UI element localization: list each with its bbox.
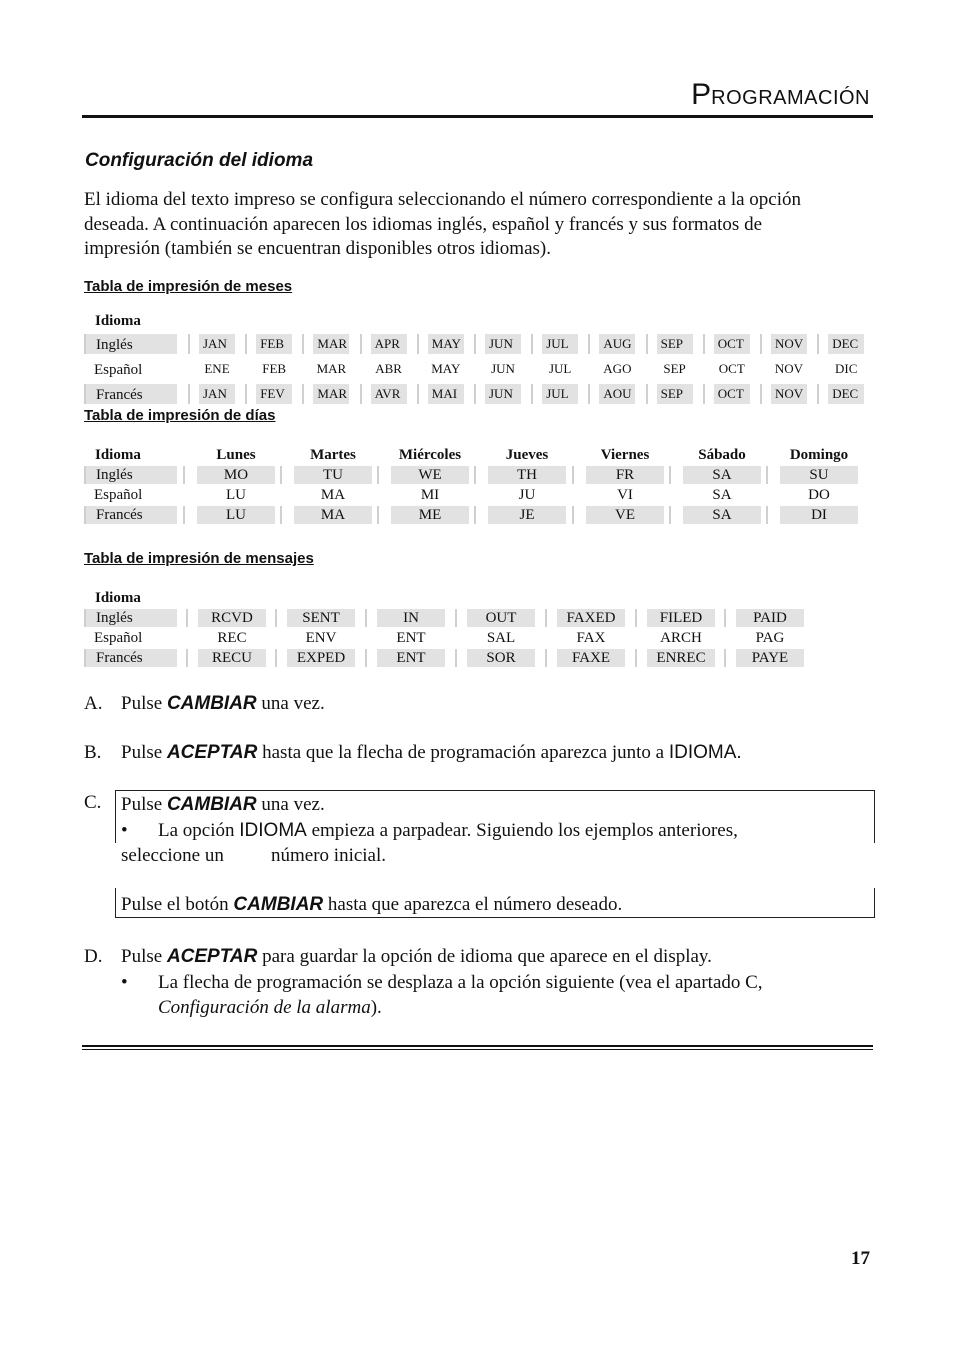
- days-cell: MO: [197, 466, 275, 484]
- months-cell: DEC: [828, 334, 864, 354]
- step-b-post: hasta que la flecha de programación aparezca junto a: [262, 742, 665, 763]
- messages-cell-separator: [724, 609, 726, 627]
- days-cell-separator: [766, 466, 768, 484]
- months-cell-separator: [360, 334, 362, 354]
- months-cell-separator: [302, 334, 304, 354]
- messages-cell: IN: [377, 609, 445, 627]
- months-cell-separator: [588, 384, 590, 404]
- months-cell: MAI: [428, 384, 464, 404]
- days-cell-separator: [183, 506, 185, 524]
- step-c-l1-pre: Pulse: [121, 794, 163, 815]
- months-cell: NOV: [771, 334, 807, 354]
- step-b-keyword: ACEPTAR: [166, 742, 258, 763]
- messages-cell: FAXED: [557, 609, 625, 627]
- months-cell-separator: [474, 384, 476, 404]
- months-row-lang: Inglés: [84, 334, 177, 354]
- days-cell-separator: [766, 506, 768, 524]
- months-cell: NOV: [771, 384, 807, 404]
- days-cell: MI: [420, 487, 440, 503]
- months-cell-separator: [588, 334, 590, 354]
- months-cell-separator: [245, 334, 247, 354]
- days-table-title: Tabla de impresión de días: [84, 407, 276, 424]
- days-cell: FR: [586, 466, 664, 484]
- days-cell-separator: [474, 466, 476, 484]
- messages-cell: SENT: [287, 609, 355, 627]
- months-cell: MAY: [431, 361, 461, 376]
- months-cell-separator: [360, 384, 362, 404]
- messages-cell-separator: [275, 649, 277, 667]
- step-d-post: para guardar la opción de idioma que aparece en el display.: [262, 946, 712, 967]
- header-title-cap: P: [691, 78, 712, 111]
- step-c-l1-keyword: CAMBIAR: [166, 794, 257, 815]
- messages-cell: OUT: [467, 609, 535, 627]
- months-cell-separator: [188, 334, 190, 354]
- months-cell: DIC: [834, 361, 858, 376]
- step-a-pre: Pulse: [121, 693, 163, 714]
- step-c-letter: C.: [84, 792, 102, 813]
- days-cell: JE: [488, 506, 566, 524]
- days-cell: JU: [518, 487, 536, 503]
- messages-cell-separator: [186, 609, 188, 627]
- months-cell: NOV: [774, 361, 804, 376]
- months-cell: JUL: [542, 384, 578, 404]
- days-cell: MA: [320, 487, 346, 503]
- messages-cell-separator: [365, 609, 367, 627]
- days-cell: WE: [391, 466, 469, 484]
- page-header-title: [691, 78, 870, 112]
- messages-cell: REC: [217, 630, 247, 646]
- messages-cell-separator: [635, 649, 637, 667]
- messages-cell-separator: [365, 649, 367, 667]
- days-column-header: Domingo: [789, 447, 849, 463]
- messages-cell: ENV: [305, 630, 337, 646]
- step-d-letter: D.: [84, 946, 103, 967]
- months-cell: ENE: [204, 361, 230, 376]
- days-cell: TU: [294, 466, 372, 484]
- months-cell-separator: [760, 334, 762, 354]
- step-b-pre: Pulse: [121, 742, 163, 763]
- messages-cell-separator: [545, 609, 547, 627]
- months-cell-separator: [817, 334, 819, 354]
- months-cell: SEP: [657, 334, 693, 354]
- months-cell-separator: [703, 334, 705, 354]
- days-cell-separator: [377, 506, 379, 524]
- days-cell: SA: [683, 466, 761, 484]
- intro-line-1: El idioma del texto impreso se configura seleccionando el número correspondiente a la opción: [84, 189, 802, 210]
- months-cell: FEB: [256, 334, 292, 354]
- days-column-header: Martes: [310, 447, 356, 463]
- step-c-l1-post: una vez.: [261, 794, 325, 815]
- messages-row-lang: Francés: [84, 649, 177, 667]
- days-cell-separator: [183, 466, 185, 484]
- months-cell: SEP: [663, 361, 686, 376]
- messages-row-lang: Español: [94, 630, 143, 646]
- months-row-lang: Francés: [84, 384, 177, 404]
- months-cell-separator: [188, 384, 190, 404]
- step-c-l4-post: hasta que aparezca el número deseado.: [327, 894, 623, 915]
- messages-cell: PAID: [736, 609, 804, 627]
- days-cell: DO: [808, 487, 830, 503]
- messages-cell: EXPED: [287, 649, 355, 667]
- months-cell: JAN: [199, 334, 235, 354]
- months-cell-separator: [474, 334, 476, 354]
- months-cell: FEB: [262, 361, 287, 376]
- months-cell-separator: [245, 384, 247, 404]
- messages-row-lang: Inglés: [84, 609, 177, 627]
- months-cell: AOU: [599, 384, 635, 404]
- step-c-l3-a: seleccione un: [121, 845, 224, 866]
- days-cell-separator: [280, 466, 282, 484]
- messages-cell: ENT: [377, 649, 445, 667]
- days-cell: LU: [197, 506, 275, 524]
- messages-cell-separator: [724, 649, 726, 667]
- days-column-header: Lunes: [216, 447, 256, 463]
- days-cell: MA: [294, 506, 372, 524]
- step-d-bullet: •: [121, 972, 128, 993]
- messages-cell: ENREC: [647, 649, 715, 667]
- messages-cell: ARCH: [660, 630, 702, 646]
- messages-cell: PAG: [755, 630, 785, 646]
- messages-cell-separator: [455, 609, 457, 627]
- page-number: 17: [851, 1248, 870, 1269]
- step-c-l2-option: IDIOMA: [239, 820, 307, 841]
- step-c-l4-keyword: CAMBIAR: [233, 894, 324, 915]
- messages-table-title: Tabla de impresión de mensajes: [84, 550, 314, 567]
- intro-line-2: deseada. A continuación aparecen los idiomas inglés, español y francés y sus formatos de: [84, 213, 762, 235]
- header-rule: [82, 115, 873, 118]
- days-cell-separator: [572, 506, 574, 524]
- months-cell: JUN: [485, 334, 521, 354]
- intro-paragraph: [84, 188, 874, 262]
- days-cell-separator: [572, 466, 574, 484]
- step-d-l3-post: ).: [370, 997, 382, 1018]
- step-c-line-2: [158, 819, 738, 843]
- months-cell-separator: [417, 384, 419, 404]
- months-cell-separator: [646, 334, 648, 354]
- days-column-header: Viernes: [600, 447, 650, 463]
- messages-cell: RECU: [198, 649, 266, 667]
- step-a-text: [121, 692, 325, 716]
- months-cell-separator: [531, 384, 533, 404]
- days-column-header: Miércoles: [398, 447, 462, 463]
- step-c-l2-post: empieza a parpadear. Siguiendo los ejemplos anteriores,: [311, 820, 738, 841]
- messages-lang-header: Idioma: [95, 590, 141, 606]
- days-cell: TH: [488, 466, 566, 484]
- step-c-l3-b: número inicial.: [271, 845, 387, 866]
- months-cell-separator: [302, 384, 304, 404]
- months-cell: DEC: [828, 384, 864, 404]
- intro-line-3: impresión (también se encuentran disponibles otros idiomas).: [84, 238, 551, 259]
- months-cell-separator: [417, 334, 419, 354]
- messages-cell: PAYE: [736, 649, 804, 667]
- months-cell-separator: [703, 384, 705, 404]
- months-cell: JUN: [485, 384, 521, 404]
- messages-cell: FAX: [576, 630, 606, 646]
- footer-rule-thick: [82, 1045, 873, 1047]
- months-cell: APR: [371, 334, 407, 354]
- messages-cell-separator: [545, 649, 547, 667]
- step-d-keyword: ACEPTAR: [166, 946, 258, 967]
- messages-cell-separator: [635, 609, 637, 627]
- months-cell: MAY: [428, 334, 464, 354]
- days-cell: SA: [712, 487, 732, 503]
- months-cell-separator: [817, 384, 819, 404]
- months-lang-header: Idioma: [95, 313, 141, 329]
- days-cell: SA: [683, 506, 761, 524]
- messages-cell-separator: [186, 649, 188, 667]
- months-cell: AGO: [603, 361, 632, 376]
- messages-cell: RCVD: [198, 609, 266, 627]
- messages-cell: SOR: [467, 649, 535, 667]
- step-d-line-3: [158, 996, 382, 1020]
- days-cell: VI: [617, 487, 633, 503]
- months-cell: AVR: [371, 384, 407, 404]
- days-lang-header: Idioma: [95, 447, 141, 463]
- step-c-bullet: •: [121, 820, 128, 841]
- step-a-post: una vez.: [261, 693, 325, 714]
- step-b-letter: B.: [84, 742, 102, 763]
- header-title-rest: ROGRAMACIÓN: [711, 87, 870, 109]
- step-b-text: [121, 741, 742, 765]
- messages-cell: FILED: [647, 609, 715, 627]
- months-cell: OCT: [714, 334, 750, 354]
- days-row-lang: Francés: [84, 506, 177, 524]
- months-cell-separator: [760, 384, 762, 404]
- messages-cell: SAL: [486, 630, 516, 646]
- step-d-line-2: La flecha de programación se desplaza a la opción siguiente (vea el apartado C,: [158, 972, 763, 993]
- months-cell: MAR: [313, 384, 349, 404]
- section-heading: Configuración del idioma: [85, 150, 314, 171]
- months-row-lang: Español: [94, 362, 143, 378]
- messages-cell: FAXE: [557, 649, 625, 667]
- days-cell: VE: [586, 506, 664, 524]
- step-c-line-4: [121, 893, 622, 917]
- days-cell-separator: [280, 506, 282, 524]
- days-column-header: Jueves: [505, 447, 549, 463]
- months-cell: MAR: [313, 334, 349, 354]
- months-cell-separator: [531, 334, 533, 354]
- months-table-title: Tabla de impresión de meses: [84, 278, 293, 295]
- months-cell: JAN: [199, 384, 235, 404]
- days-cell: ME: [391, 506, 469, 524]
- months-cell: JUL: [548, 361, 572, 376]
- months-cell: JUL: [542, 334, 578, 354]
- step-a-keyword: CAMBIAR: [166, 693, 257, 714]
- step-d-pre: Pulse: [121, 946, 163, 967]
- months-cell: OCT: [718, 361, 745, 376]
- step-d-italic-ref: Configuración de la alarma: [158, 997, 371, 1018]
- months-cell-separator: [646, 384, 648, 404]
- months-cell: JUN: [491, 361, 515, 376]
- months-cell: MAR: [316, 361, 347, 376]
- months-cell: SEP: [657, 384, 693, 404]
- days-row-lang: Inglés: [84, 466, 177, 484]
- messages-cell: ENT: [396, 630, 426, 646]
- days-cell-separator: [474, 506, 476, 524]
- months-cell: ABR: [375, 361, 402, 376]
- step-d-text: [121, 945, 712, 969]
- days-row-lang: Español: [94, 487, 143, 503]
- step-a-letter: A.: [84, 693, 103, 714]
- footer-rule-thin: [82, 1049, 873, 1050]
- days-cell: DI: [780, 506, 858, 524]
- months-cell: OCT: [714, 384, 750, 404]
- months-cell: AUG: [599, 334, 635, 354]
- messages-cell-separator: [275, 609, 277, 627]
- step-c-l4-pre: Pulse el botón: [121, 894, 229, 915]
- days-cell-separator: [669, 466, 671, 484]
- months-cell: FEV: [256, 384, 292, 404]
- days-cell: LU: [226, 487, 246, 503]
- messages-cell-separator: [455, 649, 457, 667]
- days-cell-separator: [377, 466, 379, 484]
- step-c-l2-pre: La opción: [158, 820, 235, 841]
- step-c-line-1: [121, 793, 325, 817]
- days-cell: SU: [780, 466, 858, 484]
- days-column-header: Sábado: [698, 447, 746, 463]
- step-b-option: IDIOMA.: [668, 742, 742, 763]
- days-cell-separator: [669, 506, 671, 524]
